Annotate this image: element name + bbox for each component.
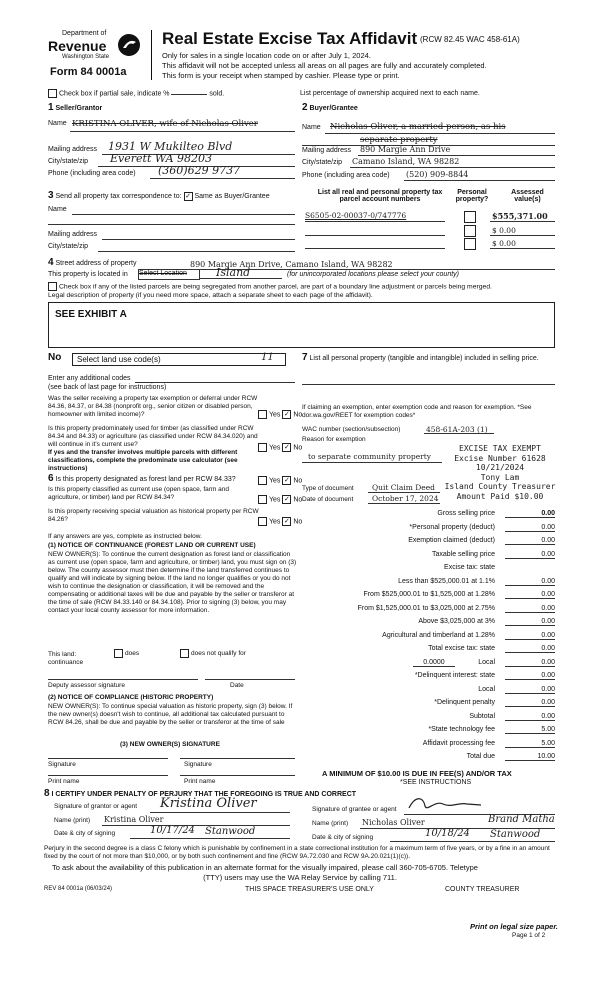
assessed-value-3[interactable]: $ 0.00	[492, 239, 516, 248]
fee-row	[300, 578, 555, 589]
fee-label: Agricultural and timberland at 1.28%	[382, 631, 495, 639]
new-owner-sig-1[interactable]	[48, 758, 168, 759]
s6q3-yes-no: Yes ✓ No	[258, 517, 302, 526]
section3-name-label: Name	[48, 206, 67, 213]
located-in-label: This property is located in	[48, 271, 128, 278]
buyer-phone-label: Phone (including area code)	[302, 172, 390, 179]
fee-row	[300, 524, 555, 535]
assessed-value-header: Assessed value(s)	[511, 189, 544, 203]
section6-q3: Is this property receiving special valuation as historical property per RCW 84.26?	[48, 508, 259, 523]
fee-value[interactable]: 0.00	[505, 713, 555, 721]
fee-value[interactable]: 0.00	[505, 591, 555, 599]
doc-date[interactable]: October 17, 2024	[372, 494, 439, 503]
grantor-signature-label: Signature of grantor or agent	[54, 803, 138, 810]
grantor-date-label: Date & city of signing	[54, 830, 116, 837]
additional-codes-label: Enter any additional codes	[48, 375, 131, 382]
seller-name[interactable]: KRISTINA OLIVER, wife of Nicholas Oliver	[72, 119, 258, 129]
fee-row	[300, 726, 555, 737]
fee-label: Subtotal	[469, 712, 495, 720]
section3-row: 3 Send all property tax correspondence to: ✓ Same as Buyer/Grantee	[48, 190, 270, 201]
q1-yes-no: Yes ✓ No	[258, 410, 302, 419]
section6-q1-row: 6 Is this property designated as forest land per RCW 84.33?	[48, 473, 236, 484]
list-percentage-note: List percentage of ownership acquired next to each name.	[300, 90, 480, 97]
parcel-number-1[interactable]: S6505-02-00037-0/747776	[305, 211, 407, 220]
buyer-city-label: City/state/zip	[302, 159, 343, 166]
seller-city[interactable]: Everett WA 98203	[110, 152, 213, 165]
land-use-select[interactable]: Select land use code(s) 11	[72, 353, 286, 366]
segregation-checkbox[interactable]	[48, 282, 57, 291]
section3-name-field[interactable]	[72, 214, 295, 215]
legal-description: SEE EXHIBIT A	[55, 309, 127, 320]
grantor-name-label: Name (print)	[54, 817, 91, 824]
form-number: Form 84 0001a	[50, 66, 127, 78]
notice1-body: NEW OWNER(S): To continue the current designation as forest land or classification as current use (open space, farm and agriculture, or timber) land, you must sign on (3) below. The county assessor must then determine if the land transferred continues to qualify and will indicate by signing below. If the land no longer qualifies or you do not wish to continue the designation or classification, it will be removed and the compensating or additional taxes will be due and payable by the seller or transferor at the time of sale (RCW 84.33.140 or 84.34.108). Prior to signing (3) below, you may contact your local county assessor for more information.	[48, 551, 297, 614]
section5-q2a: Is this property predominately used for timber (as classified under RCW 84.34 and 84.33) or agriculture (as classified under RCW 84.34.020) and will continue in it's current use?	[48, 425, 258, 448]
location-select[interactable]: Select Location	[138, 269, 200, 280]
grantor-city[interactable]: Stanwood	[205, 826, 256, 837]
fee-value[interactable]: 0.00	[505, 618, 555, 626]
new-owner-print-1[interactable]	[48, 775, 168, 776]
s6q2-no-checkbox[interactable]: ✓	[283, 496, 290, 503]
fee-value[interactable]: 0.00	[505, 510, 555, 518]
fee-label: Local	[478, 658, 495, 666]
seller-phone-label: Phone (including area code)	[48, 170, 136, 177]
parcel-number-3[interactable]	[305, 248, 445, 249]
additional-codes-field[interactable]	[135, 382, 295, 383]
fee-row	[300, 686, 555, 697]
fee-row	[300, 713, 555, 724]
header-note-1: Only for sales in a single location code on or after July 1, 2024.	[162, 51, 371, 60]
section5-q2b: If yes and the transfer involves multiple parcels with different classifications, complete the predominate use calculator (see instructions)	[48, 449, 238, 472]
fee-label: Affidavit processing fee	[422, 739, 495, 747]
section3-city-label: City/state/zip	[48, 243, 89, 250]
deputy-signature-field[interactable]	[48, 679, 198, 680]
fee-label: Excise tax: state	[444, 564, 495, 571]
state-label: Washington State	[62, 54, 110, 60]
section6-q2: Is this property classified as current use (open space, farm and agriculture, or timber) land per RCW 84.34?	[48, 486, 230, 501]
partial-sale-row	[48, 89, 224, 98]
personal-property-checkbox-1[interactable]	[464, 211, 476, 225]
notice2-title: (2) NOTICE OF COMPLIANCE (HISTORIC PROPERTY)	[48, 694, 214, 701]
fee-value[interactable]: 0.00	[505, 551, 555, 559]
header-divider	[151, 30, 152, 80]
fee-label: Total excise tax: state	[428, 645, 495, 652]
grantee-name-label: Name (print)	[312, 820, 349, 827]
fee-label: Taxable selling price	[431, 550, 495, 558]
does-option: does	[114, 649, 139, 658]
fee-row	[300, 753, 555, 764]
parcel-list-header: List all real and personal property tax parcel account numbers	[317, 189, 443, 203]
seller-mailing-label: Mailing address	[48, 146, 98, 153]
seller-city-label: City/state/zip	[48, 158, 89, 165]
wac-label: WAC number (section/subsection)	[302, 426, 401, 433]
personal-property-checkbox-3[interactable]	[464, 238, 476, 252]
fee-row	[300, 537, 555, 548]
buyer-phone[interactable]: (520) 909-8844	[406, 170, 469, 179]
fee-row	[300, 672, 555, 683]
does-checkbox[interactable]	[114, 649, 123, 658]
wac-number[interactable]: 458-61A-203 (1)	[426, 425, 488, 434]
notice2-body: NEW OWNER(S): To continue special valuation as historic property, sign (3) below. If the new owner(s) doesn't wish to continue, all additional tax calculated pursuant to RCW 84.26, shall be due and payable by the seller or transferor at the time of sale	[48, 703, 293, 726]
form-revision: REV 84 0001a (06/03/24)	[44, 886, 113, 892]
segregation-row: Check box if any of the listed parcels are being segregated from another parcel, are part of a boundary line adjustment or parcels being merged.	[48, 282, 492, 291]
s6q1-yes-checkbox[interactable]	[258, 476, 267, 485]
see-back-note: (see back of last page for instructions)	[48, 384, 167, 391]
section5-q1: Was the seller receiving a property tax exemption or deferral under RCW 84.36, 84.37, or 84.38 (nonprofit org., senior citizen or disabled person, homeowner with limited income)?	[48, 395, 258, 418]
alt-format-1: To ask about the availability of this publication in an alternate format for the visually impaired, please call 360-705-6705. Teletype	[52, 863, 478, 872]
parcel-number-2[interactable]	[305, 235, 445, 236]
deputy-date-label: Date	[230, 682, 244, 689]
fee-value[interactable]: 0.00	[505, 524, 555, 532]
doc-type[interactable]: Quit Claim Deed	[372, 483, 435, 492]
fee-value[interactable]: 5.00	[505, 740, 555, 748]
same-as-buyer-checkbox[interactable]: ✓	[185, 193, 191, 200]
header-note-3: This form is your receipt when stamped by cashier. Please type or print.	[162, 71, 400, 80]
fee-label: From $1,525,000.01 to $3,025,000 at 2.75%	[357, 604, 495, 612]
s6q3-yes-checkbox[interactable]	[258, 517, 267, 526]
form-rcw: (RCW 82.45 WAC 458-61A)	[420, 35, 520, 44]
new-owner-print-2[interactable]	[180, 775, 295, 776]
fee-value[interactable]: 0.00	[505, 672, 555, 680]
property-street[interactable]: 890 Margie Ann Drive, Camano Island, WA 98282	[190, 260, 393, 269]
buyer-name-label: Name	[302, 124, 321, 131]
grantee-city[interactable]: Stanwood	[490, 829, 541, 840]
grantor-name[interactable]: Kristina Oliver	[104, 815, 164, 824]
doc-type-label: Type of document	[302, 485, 354, 492]
minimum-due: A MINIMUM OF $10.00 IS DUE IN FEE(S) AND/OR TAX	[322, 769, 512, 778]
fee-label: *Delinquent penalty	[434, 699, 495, 706]
fee-row	[300, 564, 555, 575]
reason-for-exemption[interactable]: to separate community property	[308, 452, 431, 461]
location-handwritten: Island	[216, 266, 251, 279]
dept-big: Revenue	[48, 38, 107, 54]
fee-row	[300, 699, 555, 710]
county-treasurer: COUNTY TREASURER	[445, 886, 520, 893]
fee-label: *State technology fee	[428, 726, 495, 733]
fee-value[interactable]: 0.00	[505, 686, 555, 694]
local-rate[interactable]: 0.0000	[413, 659, 455, 667]
fee-value[interactable]: 10.00	[505, 753, 555, 761]
partial-pct-field[interactable]	[171, 94, 207, 95]
if-yes-note: If any answers are yes, complete as instructed below.	[48, 533, 202, 540]
fee-row	[300, 645, 555, 656]
deputy-signature-label: Deputy assessor signature	[48, 682, 125, 689]
fee-row	[300, 632, 555, 643]
section3-mailing-field[interactable]	[102, 239, 295, 240]
treasurer-stamp: EXCISE TAX EXEMPT Excise Number 61628 10/21/2024 Tony Lam Island County Treasurer Amount Paid $10.00	[444, 444, 556, 501]
section3-city-field[interactable]	[98, 251, 295, 252]
s6q3-no-checkbox[interactable]: ✓	[283, 518, 290, 525]
doc-date-label: Date of document	[302, 496, 354, 503]
grantee-date-label: Date & city of signing	[312, 834, 374, 841]
deputy-date-field[interactable]	[205, 679, 295, 680]
legal-description-label: Legal description of property (if you need more space, attach a separate sheet to each page of the affidavit).	[48, 292, 373, 299]
this-land-label: This land:	[48, 651, 77, 658]
seller-mailing[interactable]: 1931 W Mukilteo Blvd	[108, 140, 233, 153]
form-title: Real Estate Excise Tax Affidavit	[162, 29, 418, 48]
notice1-title: (1) NOTICE OF CONTINUANCE (FOREST LAND OR CURRENT USE)	[48, 542, 256, 549]
fee-row	[300, 740, 555, 751]
fee-row	[300, 605, 555, 616]
s6q2-yes-checkbox[interactable]	[258, 495, 267, 504]
fee-label: Above $3,025,000 at 3%	[418, 618, 495, 625]
fee-label: Exemption claimed (deduct)	[408, 537, 495, 544]
treasurer-use-only: THIS SPACE TREASURER'S USE ONLY	[245, 886, 374, 893]
fee-label: From $525,000.01 to $1,525,000 at 1.28%	[363, 591, 495, 598]
fee-label: Less than $525,000.01 at 1.1%	[398, 577, 495, 585]
exemption-instructions: If claiming an exemption, enter exemption code and reason for exemption. *See dor.wa.gov/REET for exemption codes*	[302, 404, 532, 419]
land-use-code: 11	[261, 352, 274, 363]
fee-value[interactable]: 0.00	[505, 645, 555, 653]
section8-certify: 8 I CERTIFY UNDER PENALTY OF PERJURY THAT THE FOREGOING IS TRUE AND CORRECT	[44, 788, 357, 799]
fee-value[interactable]: 0.00	[505, 659, 555, 667]
s6q1-yes-no: Yes ✓ No	[258, 476, 302, 485]
grantee-signed-name: Brand Matha	[488, 814, 555, 825]
notice3-title: (3) NEW OWNER(S) SIGNATURE	[120, 741, 220, 748]
unincorporated-note: (for unincorporated locations please select your county)	[287, 271, 459, 278]
fee-label: *Delinquent interest: state	[414, 672, 495, 679]
s6q2-yes-no: Yes ✓ No	[258, 495, 302, 504]
seller-name-label: Name	[48, 120, 67, 127]
fee-value[interactable]: 0.00	[505, 537, 555, 545]
seller-heading: 1 Seller/Grantor	[48, 102, 103, 113]
fee-value[interactable]: 0.00	[505, 578, 555, 586]
q2-no-checkbox[interactable]: ✓	[283, 444, 290, 451]
fee-row	[300, 591, 555, 602]
fee-value[interactable]: 0.00	[505, 699, 555, 707]
fee-value[interactable]: 5.00	[505, 726, 555, 734]
partial-sale-checkbox[interactable]	[48, 89, 57, 98]
seller-phone[interactable]: (360)629 9737	[158, 164, 241, 177]
fee-label: Total due	[466, 753, 495, 760]
grantor-signature[interactable]: Kristina Oliver	[160, 796, 257, 811]
personal-property-field[interactable]	[302, 384, 555, 385]
alt-format-2: (TTY) users may use the WA Relay Service by calling 711.	[203, 873, 397, 882]
fee-label: Local	[478, 685, 495, 693]
does-not-checkbox[interactable]	[180, 649, 189, 658]
reason-label: Reason for exemption	[302, 436, 366, 443]
header-note-2: This affidavit will not be accepted unless all areas on all pages are fully and accurately completed.	[162, 61, 487, 70]
fee-label: Gross selling price	[437, 510, 495, 517]
personal-property-checkbox-2[interactable]	[464, 225, 476, 239]
grantee-date[interactable]: 10/18/24	[425, 828, 470, 839]
same-as-buyer-label: Same as Buyer/Grantee	[194, 193, 270, 200]
q1-yes-checkbox[interactable]	[258, 410, 267, 419]
fee-value[interactable]: 0.00	[505, 605, 555, 613]
assessed-value-1[interactable]: $555,371.00	[492, 211, 548, 221]
buyer-heading: 2 Buyer/Grantee	[302, 102, 358, 113]
grantee-name[interactable]: Nicholas Oliver	[362, 818, 425, 827]
perjury-notice: Perjury in the second degree is a class C felony which is punishable by confinement in a state correctional institution for a maximum term of five years, or by a fine in an amount fixed by the court of not more than $10,000, or by both such confinement and fine (RCW 9A.72.030 and RCW 9A.20.021(1)(c)).	[44, 845, 550, 860]
new-owner-sig-2[interactable]	[180, 758, 295, 759]
grantee-signature-label: Signature of grantee or agent	[312, 806, 397, 813]
partial-sold-label: sold.	[209, 90, 225, 98]
section3-mailing-label: Mailing address	[48, 231, 98, 238]
see-instructions: *SEE INSTRUCTIONS	[400, 779, 472, 786]
fee-row	[300, 659, 555, 670]
legal-description-box[interactable]	[48, 302, 555, 348]
personal-property-header: Personal property?	[455, 189, 489, 203]
section5-number: No	[48, 352, 62, 363]
legal-paper-note: Print on legal size paper.	[470, 922, 558, 931]
continuance-label: continuance	[48, 659, 84, 666]
dept-small: Department of	[62, 30, 107, 37]
buyer-name-line-1[interactable]: Nicholas Oliver, a married person, as his	[330, 122, 506, 132]
fee-row	[300, 551, 555, 562]
section7-heading: 7 List all personal property (tangible and intangible) included in selling price.	[302, 352, 539, 363]
fee-row	[300, 618, 555, 629]
buyer-city[interactable]: Camano Island, WA 98282	[352, 157, 460, 166]
s6q1-no-checkbox[interactable]: ✓	[283, 477, 290, 484]
assessed-value-2[interactable]: $ 0.00	[492, 226, 516, 235]
does-not-option: does not qualify for	[180, 649, 246, 658]
grantor-date[interactable]: 10/17/24	[150, 825, 195, 836]
q1-no-checkbox[interactable]: ✓	[283, 411, 290, 418]
fee-row	[300, 510, 555, 521]
q2-yes-no: Yes ✓ No	[258, 443, 302, 452]
q2-yes-checkbox[interactable]	[258, 443, 267, 452]
buyer-mailing-label: Mailing address	[302, 147, 352, 154]
fee-value[interactable]: 0.00	[505, 632, 555, 640]
buyer-mailing[interactable]: 890 Margie Ann Drive	[360, 145, 451, 154]
fee-label: *Personal property (deduct)	[409, 523, 495, 531]
revenue-logo-icon	[116, 32, 142, 58]
section4-street-row: 4 Street address of property	[48, 257, 137, 268]
partial-sale-label: Check box if partial sale, indicate %	[59, 90, 170, 98]
buyer-name-line-2[interactable]: separate property	[360, 135, 438, 145]
page-number: Page 1 of 2	[512, 932, 546, 939]
grantee-signature[interactable]	[405, 794, 485, 814]
